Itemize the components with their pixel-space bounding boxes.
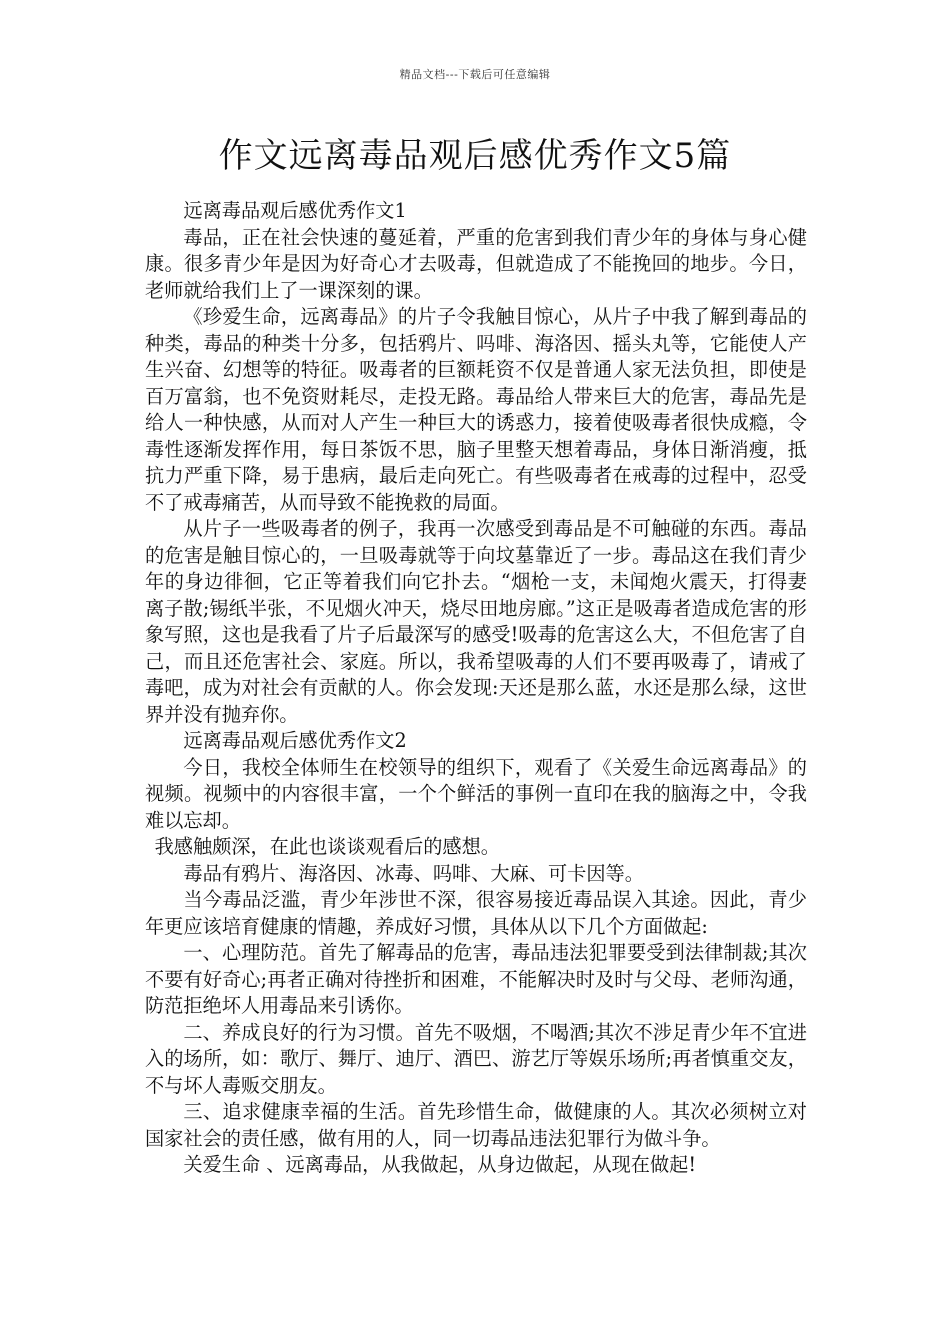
paragraph: 从片子一些吸毒者的例子，我再一次感受到毒品是不可触碰的东西。毒品的危害是触目惊心的，一旦吸毒就等于向坟墓靠近了一步。毒品这在我们青少年的身边徘徊，它正等着我们向它扑去。“烟枪一支，未闻炮火震天，打得妻离子散;锡纸半张，不见烟火冲天，烧尽田地房廊。”这正是吸毒者造成危害的形象写照，这也是我看了片子后最深写的感受!吸毒的危害这么大，不但危害了自己，而且还危害社会、家庭。所以，我希望吸毒的人们不要再吸毒了，请戒了毒吧，成为对社会有贡献的人。你会发现:天还是那么蓝，水还是那么绿，这世界并没有抛弃你。 xyxy=(145,517,807,726)
document-body xyxy=(145,198,807,1179)
paragraph: 一、心理防范。首先了解毒品的危害，毒品违法犯罪要受到法律制裁;其次不要有好奇心;再者正确对待挫折和困难，不能解决时及时与父母、老师沟通，防范拒绝坏人用毒品来引诱你。 xyxy=(145,941,807,1017)
paragraph: 三、追求健康幸福的生活。首先珍惜生命，做健康的人。其次必须树立对国家社会的责任感，做有用的人，同一切毒品违法犯罪行为做斗争。 xyxy=(145,1100,807,1150)
paragraph: 今日，我校全体师生在校领导的组织下，观看了《关爱生命远离毒品》的视频。视频中的内容很丰富，一个个鲜活的事例一直印在我的脑海之中，令我难以忘却。 xyxy=(145,755,807,832)
paragraph: 毒品有鸦片、海洛因、冰毒、吗啡、大麻、可卡因等。 xyxy=(183,861,644,885)
paragraph: 毒品，正在社会快速的蔓延着，严重的危害到我们青少年的身体与身心健康。很多青少年是因为好奇心才去吸毒，但就造成了不能挽回的地步。今日，老师就给我们上了一课深刻的课。 xyxy=(145,225,807,302)
section-heading-2: 远离毒品观后感优秀作文2 xyxy=(183,729,407,752)
header-note: 精品文档---下载后可任意编辑 xyxy=(399,68,551,81)
paragraph: 二、养成良好的行为习惯。首先不吸烟，不喝酒;其次不涉足青少年不宜进入的场所，如：歌厅、舞厅、迪厅、酒巴、游艺厅等娱乐场所;再者慎重交友，不与坏人毒贩交朋友。 xyxy=(145,1020,807,1097)
paragraph: 当今毒品泛滥，青少年涉世不深，很容易接近毒品误入其途。因此，青少年更应该培育健康的情趣，养成好习惯，具体从以下几个方面做起: xyxy=(145,888,807,938)
paragraph: 我感触颇深，在此也谈谈观看后的感想。 xyxy=(154,835,500,858)
paragraph: 关爱生命 、远离毒品，从我做起，从身边做起，从现在做起! xyxy=(183,1153,697,1176)
paragraph: 《珍爱生命，远离毒品》的片子令我触目惊心，从片子中我了解到毒品的种类，毒品的种类十分多，包括鸦片、吗啡、海洛因、摇头丸等，它能使人产生兴奋、幻想等的特征。吸毒者的巨额耗资不仅是普通人家无法负担，即使是百万富翁，也不免资财耗尽，走投无路。毒品给人带来巨大的危害，毒品先是给人一种快感，从而对人产生一种巨大的诱惑力，接着使吸毒者很快成瘾，令毒性逐渐发挥作用，每日茶饭不思，脑子里整天想着毒品，身体日渐消瘦，抵抗力严重下降，易于患病，最后走向死亡。有些吸毒者在戒毒的过程中，忍受不了戒毒痛苦，从而导致不能挽救的局面。 xyxy=(145,305,807,514)
document-title: 作文远离毒品观后感优秀作文5篇 xyxy=(218,136,732,176)
section-heading-1: 远离毒品观后感优秀作文1 xyxy=(183,199,407,222)
